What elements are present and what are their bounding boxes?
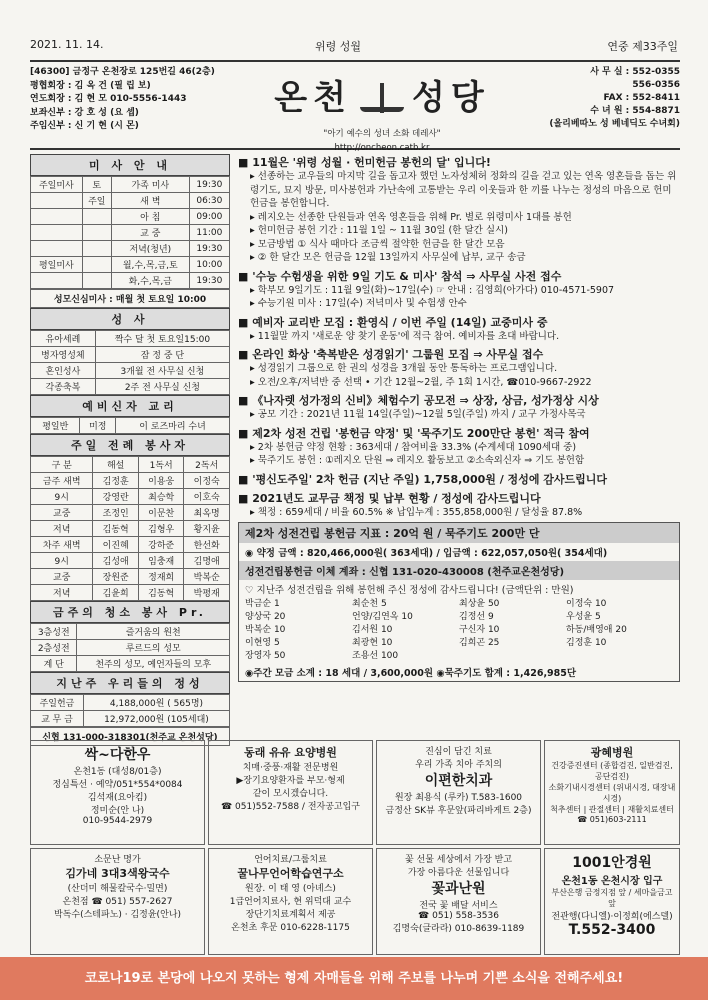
table-cell: 이 로즈마리 수녀 <box>116 418 230 434</box>
donor-entry: 이정숙 10 <box>566 599 607 609</box>
table-cell <box>31 225 83 241</box>
sacrament-row <box>31 331 230 347</box>
table-cell: 19:30 <box>189 273 229 289</box>
table-cell: 해설 <box>93 457 139 473</box>
ad-flowers: 꽃 선물 세상에서 가장 받고 가장 아름다운 선물입니다 꽃과난원 전국 꽃 배달 서비스 ☎ 051) 558-3536 김명숙(글라라) 010-8639-1189 <box>376 848 541 955</box>
ad-gwanghye: 광혜병원 건강증진센터 (종합검진, 일반검진, 공단검진) 소화기내시경센터 (위내시경, 대장내시경) 척추센터 | 관절센터 | 재활치료센터 ☎ 051)603-2111 <box>544 740 680 845</box>
notice-title: ■ 2021년도 교무금 책정 및 납부 현황 / 정성에 감사드립니다 <box>238 491 541 505</box>
mass-row <box>31 209 230 225</box>
table-cell <box>82 209 111 225</box>
servers-row <box>31 553 230 569</box>
notice-line: ▸ 책정 : 659세대 / 비율 60.5% ※ 납입누계 : 355,858,000원 / 달성율 87.8% <box>250 506 583 518</box>
table-cell: 박평재 <box>184 585 230 601</box>
adoration-mass: 성모신심미사 : 매월 첫 토요일 10:00 <box>30 289 230 308</box>
table-cell: 김정훈 <box>93 473 139 489</box>
table-cell: 교중 <box>31 569 93 585</box>
donor-entry: 이현영 5 <box>245 638 280 648</box>
donor-entry: 김정선 9 <box>459 612 494 622</box>
catechism-title: 예비신자 교리 <box>30 395 230 417</box>
building-fund-thanks: ♡ 지난주 성전건립을 위해 봉헌해 주신 정성에 감사드립니다! (금액단위 : 만원) <box>245 585 574 596</box>
servers-table <box>30 456 230 601</box>
notice-line: ▸ 2차 봉헌금 약정 현황 : 363세대 / 참여비율 33.3% (수계세대 1090세대 중) <box>250 441 577 453</box>
mass-title: 미 사 안 내 <box>30 154 230 176</box>
sacrament-title: 성 사 <box>30 308 230 330</box>
table-cell: 박복순 <box>184 569 230 585</box>
offering-title: 지난주 우리들의 정성 <box>30 672 230 694</box>
table-cell <box>31 193 83 209</box>
table-cell: 3개월 전 사무실 신청 <box>95 363 229 379</box>
table-cell: 혼인성사 <box>31 363 96 379</box>
table-cell: 최옥명 <box>184 505 230 521</box>
donor-entry: 박복순 10 <box>245 625 286 635</box>
table-cell: 토 <box>82 177 111 193</box>
table-cell: 교중 <box>31 505 93 521</box>
table-cell <box>31 209 83 225</box>
masthead <box>30 60 680 153</box>
notice-line: ▸ 모금방법 ① 식사 때마다 조금씩 절약한 헌금을 한 달간 모음 <box>250 238 505 250</box>
table-cell: 조정인 <box>93 505 139 521</box>
notice-item <box>238 268 680 311</box>
notice-item <box>238 392 680 422</box>
cleaning-row <box>31 640 230 656</box>
sacrament-table <box>30 330 230 395</box>
table-cell: 저녁(청년) <box>111 241 189 257</box>
table-cell: 아 침 <box>111 209 189 225</box>
notice-line: ▸ 수능기원 미사 : 17일(수) 저녁미사 및 수험생 안수 <box>250 298 467 309</box>
donor-list <box>239 598 679 663</box>
table-cell: 구 분 <box>31 457 93 473</box>
servers-head <box>31 457 230 473</box>
table-cell: 1독서 <box>138 457 184 473</box>
cleaning-title: 금주의 청소 봉사 Pr. <box>30 601 230 623</box>
sacrament-row <box>31 347 230 363</box>
table-cell: 화,수,목,금 <box>111 273 189 289</box>
notice-item <box>238 346 680 389</box>
notice-line: ▸ 11월말 까지 '새로운 양 찾기 운동'에 적극 참여. 예비자를 초대 바랍니다. <box>250 330 560 342</box>
table-cell: 임충재 <box>138 553 184 569</box>
servers-row <box>31 473 230 489</box>
table-cell: 주일 <box>82 193 111 209</box>
table-cell: 평일미사 <box>31 257 83 273</box>
mass-row <box>31 177 230 193</box>
table-cell: 저녁 <box>31 585 93 601</box>
mass-row <box>31 193 230 209</box>
notice-item <box>238 490 680 520</box>
table-cell: 3층성전 <box>31 624 77 640</box>
building-fund-pledge: ◉ 약정 금액 : 820,466,000원( 363세대) / 입금액 : 622,057,050원( 354세대) <box>245 548 608 559</box>
table-cell: 11:00 <box>189 225 229 241</box>
notice-item <box>238 425 680 468</box>
cleaning-table <box>30 623 230 672</box>
table-cell <box>82 241 111 257</box>
donor-entry: 최상윤 50 <box>459 599 500 609</box>
table-cell: 이호숙 <box>184 489 230 505</box>
footer-banner: 코로나19로 본당에 나오지 못하는 형제 자매들을 위해 주보를 나누며 기쁜 소식을 전해주세요! <box>0 957 708 1000</box>
donor-entry: 김서원 10 <box>352 625 393 635</box>
offering-table <box>30 694 230 727</box>
servers-row <box>31 521 230 537</box>
table-cell: 19:30 <box>189 241 229 257</box>
table-cell: 황지윤 <box>184 521 230 537</box>
ad-speech: 언어치료/그룹치료 꿀나무언어학습연구소 원장. 이 태 영 (아녜스) 1급언어치료사, 현 위덕대 교수 장단기치료계획서 제공 온천초 후문 010-6228-1175 <box>208 848 373 955</box>
notice-title: ■ 온라인 화상 '축복받은 성경읽기' 그룹원 모집 ⇒ 사무실 접수 <box>238 348 544 361</box>
donor-entry: 양상국 20 <box>245 612 286 622</box>
sacrament-row <box>31 379 230 395</box>
table-cell <box>82 257 111 273</box>
table-cell: 차주 새벽 <box>31 537 93 553</box>
servers-row <box>31 569 230 585</box>
notice-title: ■ 11월은 '위령 성월 · 헌미헌금 봉헌의 달' 입니다! <box>238 156 491 169</box>
table-cell: 9시 <box>31 489 93 505</box>
table-cell: 계 단 <box>31 656 77 672</box>
donor-entry: 박금순 1 <box>245 599 280 609</box>
table-cell: 12,972,000원 (105세대) <box>83 711 229 727</box>
parish-url[interactable]: http://oncheon.catb.kr <box>334 143 430 153</box>
notices-list <box>238 154 680 519</box>
table-cell: 이진혜 <box>93 537 139 553</box>
table-cell: 이정숙 <box>184 473 230 489</box>
table-cell: 김성애 <box>93 553 139 569</box>
issue-date: 2021. 11. 14. <box>30 38 104 51</box>
offering-row <box>31 695 230 711</box>
table-cell: 김명애 <box>184 553 230 569</box>
servers-row <box>31 537 230 553</box>
table-cell <box>82 225 111 241</box>
table-cell: 김형우 <box>138 521 184 537</box>
table-cell: 이문찬 <box>138 505 184 521</box>
building-fund-box <box>238 522 680 682</box>
table-cell: 강영란 <box>93 489 139 505</box>
table-cell: 교 중 <box>111 225 189 241</box>
donor-entry: 최순천 5 <box>352 599 387 609</box>
liturgical-week: 연중 제33주일 <box>607 40 678 53</box>
catechism-row <box>31 418 230 434</box>
donor-entry: 조용선 100 <box>352 651 399 661</box>
table-cell: 강하준 <box>138 537 184 553</box>
table-cell: 2독서 <box>184 457 230 473</box>
notice-line: ▸ 학부모 9일기도 : 11월 9일(화)~17일(수) ☞ 안내 : 김영희(아가다) 010-4571-5907 <box>250 284 615 296</box>
table-cell: 천주의 성모, 예언자들의 모후 <box>77 656 230 672</box>
contact-numbers: 사 무 실 : 552-0355 556-0356 FAX : 552-8411 수 녀 원 : 554-8871 (올리베따노 성 베네딕도 수녀회) <box>549 67 680 129</box>
ad-hospital-yuyu: 동래 유유 요양병원 치매·중풍·재활 전문병원 ▶장기요양환자를 부모·형제 같이 모시겠습니다. ☎ 051)552-7588 / 전자공고입구 <box>208 740 373 845</box>
top-line <box>30 38 678 56</box>
notice-line: ▸ 묵주기도 봉헌 : ①레지오 단원 ⇒ 레지오 활동보고 ②소속외신자 ⇒ 기도 봉헌함 <box>250 455 585 466</box>
table-cell: 김윤희 <box>93 585 139 601</box>
table-cell: 각종축복 <box>31 379 96 395</box>
sacrament-row <box>31 363 230 379</box>
cross-icon <box>352 83 412 117</box>
servers-row <box>31 585 230 601</box>
table-cell: 이용웅 <box>138 473 184 489</box>
table-cell: 주일미사 <box>31 177 83 193</box>
table-cell: 9시 <box>31 553 93 569</box>
donor-entry: 구신자 10 <box>459 625 500 635</box>
table-cell: 주일헌금 <box>31 695 84 711</box>
mass-row <box>31 273 230 289</box>
mass-table <box>30 176 230 289</box>
servers-title: 주일 전례 봉사자 <box>30 434 230 456</box>
notices-column <box>238 154 680 740</box>
ad-dental: 진심이 담긴 치료 우리 가족 치아 주치의 이편한치과 원장 최용식 (루카) T.583-1600 금정산 SK뷰 후문앞(파리바게트 2층) <box>376 740 541 845</box>
notice-title: ■ '수능 수험생을 위한 9일 기도 & 미사' 참석 ⇒ 사무실 사전 접수 <box>238 269 562 283</box>
table-cell: 한선화 <box>184 537 230 553</box>
offering-row <box>31 711 230 727</box>
ad-hanwoo: 싹~다한우 온천1동 (대성8/01층) 정심특선 · 예약/051*554*0084 김석재(요아킴) 정미순(안 나) 010-9544-2979 <box>30 740 205 845</box>
table-cell: 평일반 <box>31 418 80 434</box>
notice-line: ▸ 성경읽기 그룹으로 한 권의 성경을 3개월 동안 통독하는 프로그램입니다. <box>250 363 558 374</box>
cleaning-row <box>31 624 230 640</box>
table-cell: 10:00 <box>189 257 229 273</box>
donor-entry: 최광현 10 <box>352 638 393 648</box>
table-cell <box>31 241 83 257</box>
catechism-table <box>30 417 230 434</box>
notice-item <box>238 154 680 265</box>
table-cell: 정재희 <box>138 569 184 585</box>
table-cell: 즐거움의 원천 <box>77 624 230 640</box>
liturgical-month: 위령 성월 <box>315 40 362 53</box>
servers-row <box>31 489 230 505</box>
ads-area <box>30 740 680 955</box>
mass-row <box>31 241 230 257</box>
donor-entry: 김희곤 25 <box>459 638 500 648</box>
notice-item <box>238 471 680 487</box>
table-cell: 09:00 <box>189 209 229 225</box>
table-cell: 유아세례 <box>31 331 96 347</box>
table-cell: 19:30 <box>189 177 229 193</box>
mass-row <box>31 225 230 241</box>
table-cell: 월,수,목,금,토 <box>111 257 189 273</box>
donor-entry: 장영자 50 <box>245 651 286 661</box>
table-cell: 루르드의 성모 <box>77 640 230 656</box>
building-fund-title: 제2차 성전건립 봉헌금 지표 : 20억 원 / 묵주기도 200만 단 <box>239 523 679 543</box>
building-fund-sum: ◉주간 모금 소계 : 18 세대 / 3,600,000원 ◉묵주기도 합계 : 1,426,985단 <box>245 668 577 679</box>
table-cell: 최승학 <box>138 489 184 505</box>
notice-title: ■ 제2차 성전 건립 '봉헌금 약정' 및 '묵주기도 200만단 봉헌' 적극 참여 <box>238 426 590 440</box>
notice-line: ▸ 헌미헌금 봉헌 기간 : 11월 1일 ~ 11월 30일 (한 달간 실시) <box>250 225 508 236</box>
parish-logo: 온천 성당 "아기 예수의 성녀 소화 데레사" http://oncheon.catb.kr <box>242 64 522 148</box>
table-cell: 4,188,000원 ( 565명) <box>83 695 229 711</box>
table-cell: 김동혁 <box>93 521 139 537</box>
table-cell: 교 무 금 <box>31 711 84 727</box>
table-cell: 새 벽 <box>111 193 189 209</box>
notice-item <box>238 314 680 344</box>
donor-entry: 우성윤 5 <box>566 612 601 622</box>
table-cell <box>82 273 111 289</box>
parish-staff: [46300] 금정구 온천장로 125번길 46(2층) 평협회장 : 김 옥 건 (필 립 보) 연도회장 : 김 현 모 010-5556-1443 보좌신부 : 강 호 성 (요 셉) 주임신부 : 신 기 현 (시 몬) <box>30 67 215 131</box>
notice-line: ▸ 선종하는 교우들의 마지막 길을 돕고자 했던 노자성체허 정화의 길을 걷고 있는 연옥 영혼들을 돕는 위령기도, 묘지 방문, 미사봉헌과 가난속에 고통받는 우리 이웃들과 한 끼를 나누는 정성의 마음으로 헌미헌금을 봉헌합니다. <box>250 171 677 209</box>
table-cell: 짝수 달 첫 토요일15:00 <box>95 331 229 347</box>
notice-line: ▸ 레지오는 선종한 단원들과 연옥 영혼들을 위해 Pr. 별로 위령미사 1대를 봉헌 <box>250 211 572 223</box>
table-cell: 가족 미사 <box>111 177 189 193</box>
servers-row <box>31 505 230 521</box>
notice-title: ■ 《나자렛 성가정의 신비》체험수기 공모전 ⇒ 상장, 상금, 성가정상 시상 <box>238 394 599 407</box>
table-cell: 저녁 <box>31 521 93 537</box>
table-cell: 금주 새벽 <box>31 473 93 489</box>
donor-entry: 김정훈 10 <box>566 638 607 648</box>
ad-noodles: 소문난 명가 김가네 3대3색왕국수 (산더미 해물칼국수·밀면) 온천점 ☎ 051) 557-2627 박독수(스테파노) · 김정윤(안나) <box>30 848 205 955</box>
notice-line: ▸ 오전/오후/저녁반 중 선택 • 기간 12월~2월, 주 1회 1시간, ☎010-9667-2922 <box>250 376 592 388</box>
table-cell: 06:30 <box>189 193 229 209</box>
ad-optician: 1001안경원 온천1동 온천시장 입구 부산은행 금정지점 앞 / 세마을금고 앞 전관행(다니엘)·이정희(에스델) T.552-3400 <box>544 848 680 955</box>
table-cell <box>31 273 83 289</box>
building-fund-account: 성전건립봉헌금 이체 계좌 : 신협 131-020-430008 (천주교온천성당) <box>239 561 679 580</box>
left-column <box>30 154 230 743</box>
notice-title: ■ '평신도주일' 2차 헌금 (지난 주일) 1,758,000원 / 정성에 감사드립니다 <box>238 472 608 486</box>
table-cell: 김동혁 <box>138 585 184 601</box>
table-cell: 병자영성체 <box>31 347 96 363</box>
mass-row <box>31 257 230 273</box>
offering-account: 신협 131-000-318301(천주교 온천성당) <box>30 727 230 746</box>
patron-motto: "아기 예수의 성녀 소화 데레사" <box>323 129 441 139</box>
notice-title: ■ 예비자 교리반 모집 : 환영식 / 이번 주일 (14일) 교중미사 중 <box>238 315 548 329</box>
donor-entry: 언양/김연옥 10 <box>352 612 413 622</box>
table-cell: 잠 정 중 단 <box>95 347 229 363</box>
table-cell: 2주 전 사무실 신청 <box>95 379 229 395</box>
donor-entry: 하동/배영애 20 <box>566 625 627 635</box>
table-cell: 장원준 <box>93 569 139 585</box>
table-cell: 2층성전 <box>31 640 77 656</box>
notice-line: ▸ 공모 기간 : 2021년 11월 14일(주일)~12월 5일(주일) 까지 / 교구 가정사목국 <box>250 409 586 420</box>
notice-line: ▸ ② 한 달간 모은 헌금을 12월 13일까지 사무실에 납부, 교구 송금 <box>250 252 526 263</box>
cleaning-row <box>31 656 230 672</box>
table-cell: 미정 <box>80 418 116 434</box>
